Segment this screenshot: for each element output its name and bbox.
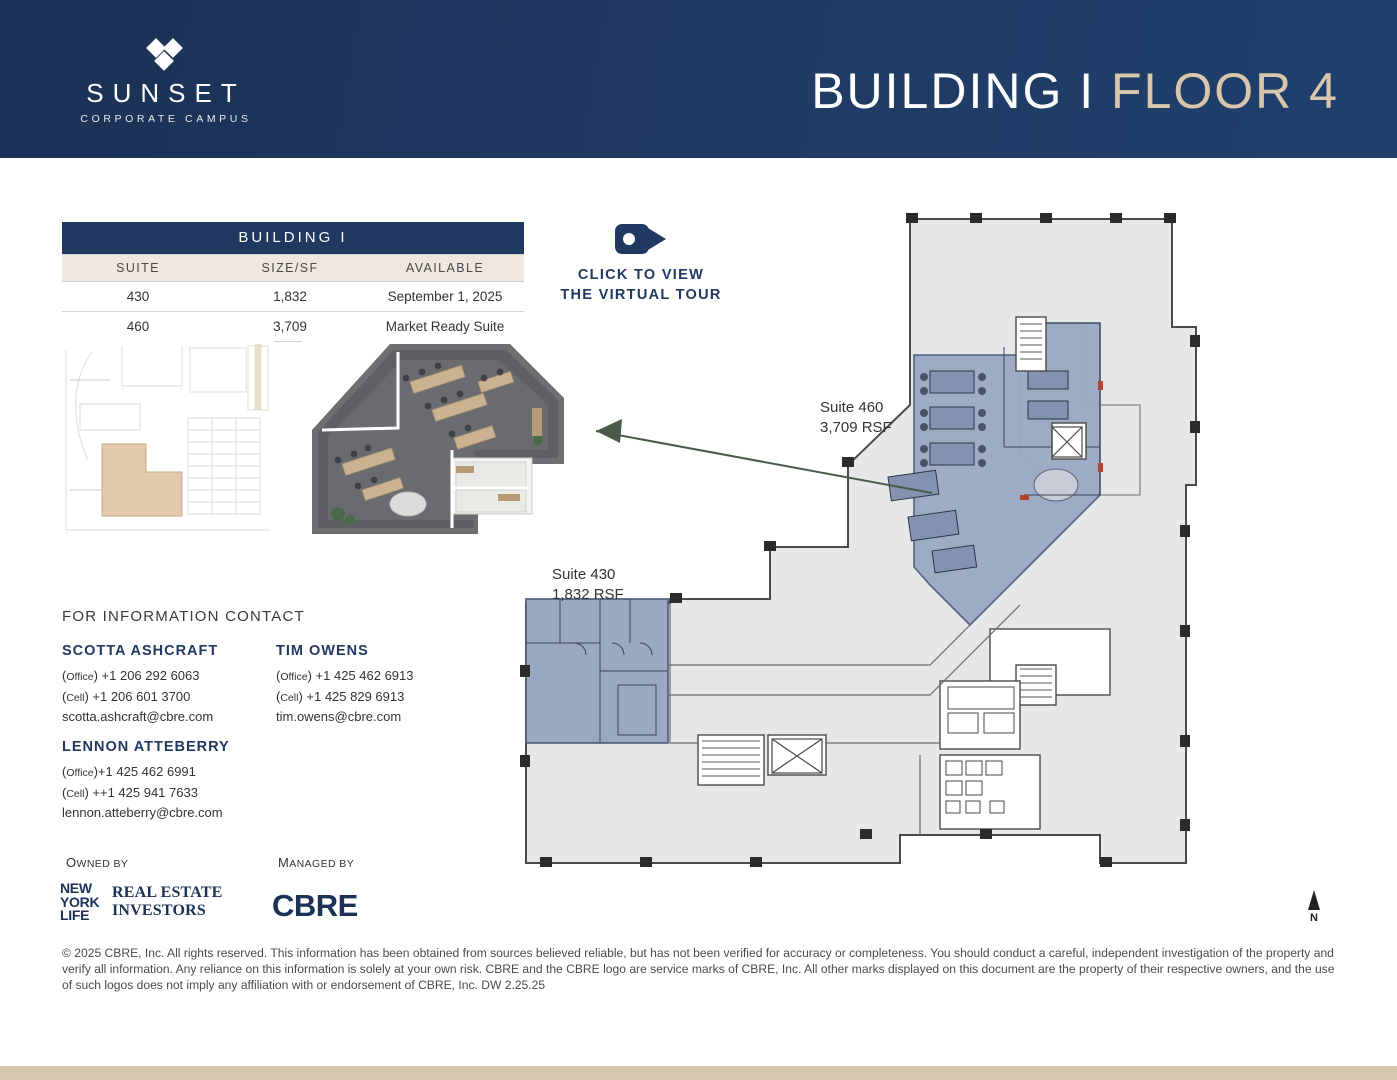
legal-disclaimer: © 2025 CBRE, Inc. All rights reserved. This information has been obtained from sources believed reliable, but has not been verified for accuracy or completeness. You should conduct a careful, independent investigation of the property and verify all information. Any reliance on this information is solely at your own risk. CBRE and the CBRE logo are service marks of CBRE, Inc. All other marks displayed on this document are the property of their respective owners, and the use of such logos does not imply any affiliation with or endorsement of CBRE, Inc. DW 2.25.25 [62, 946, 1335, 992]
cbre-logo: CBRE [272, 888, 358, 923]
page-title-building: BUILDING I [811, 63, 1096, 119]
nyl-right-line1: REAL ESTATE [112, 884, 223, 901]
nyl-wordmark [60, 882, 99, 923]
new-york-life-real-estate-investors-logo [60, 882, 270, 924]
office-label: Office [280, 671, 308, 684]
cell-number: +1 206 601 3700 [92, 688, 191, 704]
office-number: +1 206 292 6063 [101, 668, 200, 684]
nyl-line2: YORK [60, 893, 100, 910]
suite-430-name: Suite 430 [552, 566, 616, 583]
suite-460-size: 3,709 RSF [820, 419, 892, 437]
contact-name: LENNON ATTEBERRY [62, 739, 230, 755]
cell-number: ++1 425 941 7633 [92, 784, 198, 800]
contact-name: TIM OWENS [276, 643, 369, 659]
page-title [811, 62, 1339, 120]
table-header-row [62, 255, 524, 282]
virtual-tour-line2: THE VIRTUAL TOUR [560, 286, 722, 303]
column-header-available: AVAILABLE [366, 255, 524, 282]
nyl-line3: LIFE [60, 907, 90, 923]
floor-plan [500, 195, 1380, 935]
nyl-right-line2: INVESTORS [112, 902, 206, 919]
office-label: Office [66, 767, 94, 780]
contact-email[interactable]: lennon.atteberry@cbre.com [62, 804, 223, 820]
cell-suite: 430 [62, 282, 214, 312]
managed-by-label: MANAGED BY [278, 855, 355, 870]
sunset-diamond-logo-icon [149, 38, 183, 72]
page-title-floor: FLOOR 4 [1111, 63, 1339, 119]
site-key-map [62, 340, 274, 540]
table-row [62, 312, 524, 342]
suite-460-name: Suite 460 [820, 399, 884, 416]
suite-430-size: 1,832 RSF [552, 586, 624, 604]
footer-accent-bar [0, 1066, 1397, 1080]
suite-430-label [552, 565, 624, 606]
virtual-tour-line1: CLICK TO VIEW [577, 267, 705, 283]
sunset-corporate-campus-logo [66, 38, 266, 125]
page-header [0, 0, 1397, 158]
cell-size: 1,832 [214, 282, 366, 312]
cell-label: Cell [66, 787, 85, 800]
logo-wordmark: SUNSET [86, 78, 246, 108]
contact-heading: FOR INFORMATION CONTACT [62, 608, 305, 625]
cell-label: Cell [280, 691, 299, 704]
contact-cell-phone: (Cell) +1 425 829 6913 [276, 688, 405, 704]
nyl-line1: NEW [60, 880, 92, 896]
contact-card-scotta-ashcraft [62, 640, 277, 727]
office-label: Office [66, 671, 94, 684]
table-title-row [62, 222, 524, 255]
suite-460-label [820, 398, 892, 439]
availability-table [62, 222, 524, 342]
cell-size: 3,709 [214, 312, 366, 342]
cell-number: +1 425 829 6913 [306, 688, 405, 704]
cell-available: Market Ready Suite [366, 312, 524, 342]
table-title: BUILDING I [62, 222, 524, 255]
logo-subtitle: CORPORATE CAMPUS [80, 113, 252, 125]
contact-name: SCOTTA ASHCRAFT [62, 643, 219, 659]
office-number: +1 425 462 6991 [97, 764, 196, 780]
contact-office-phone: (Office) +1 206 292 6063 [62, 668, 200, 684]
contact-card-tim-owens [276, 640, 491, 727]
owned-by-label: OWNED BY [66, 855, 129, 870]
north-arrow-icon [1302, 890, 1326, 924]
contact-cell-phone: (Cell) ++1 425 941 7633 [62, 784, 198, 800]
cell-suite: 460 [62, 312, 214, 342]
contact-office-phone: (Office)+1 425 462 6991 [62, 764, 196, 780]
cell-label: Cell [66, 691, 85, 704]
column-header-size: SIZE/SF [214, 255, 366, 282]
cell-available: September 1, 2025 [366, 282, 524, 312]
contact-email[interactable]: scotta.ashcraft@cbre.com [62, 708, 214, 724]
office-number: +1 425 462 6913 [315, 668, 414, 684]
north-label: N [1310, 912, 1318, 924]
column-header-suite: SUITE [62, 255, 214, 282]
contact-office-phone: (Office) +1 425 462 6913 [276, 668, 414, 684]
table-row [62, 282, 524, 312]
contact-email[interactable]: tim.owens@cbre.com [276, 708, 402, 724]
contact-card-lennon-atteberry [62, 736, 292, 823]
contact-cell-phone: (Cell) +1 206 601 3700 [62, 688, 191, 704]
